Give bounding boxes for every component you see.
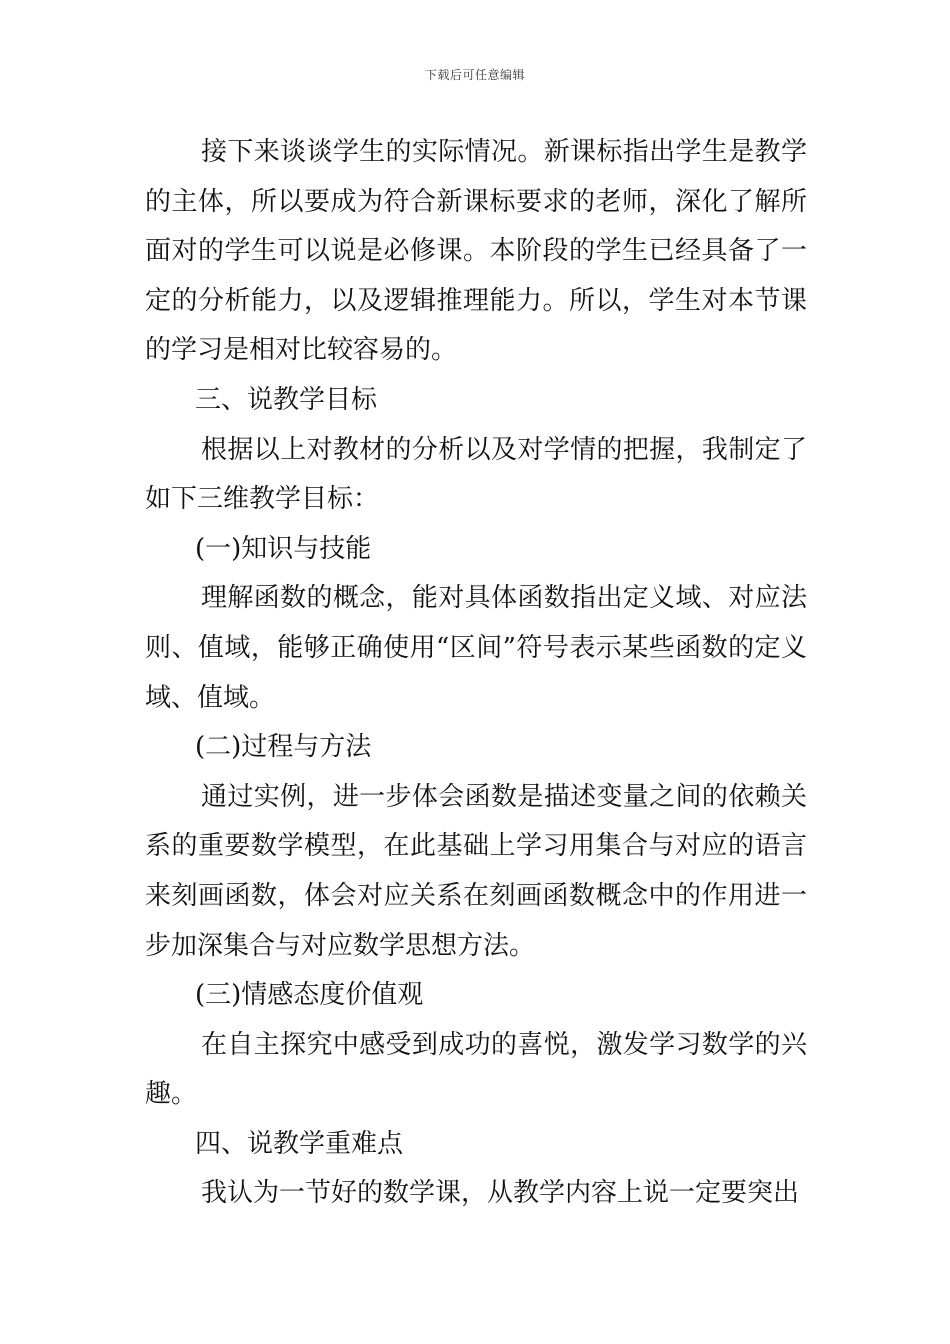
subheading-process-methods: (二)过程与方法	[195, 732, 372, 763]
section-heading-key-difficulties: 四、说教学重难点	[195, 1128, 404, 1159]
paragraph-process-methods: 通过实例，进一步体会函数是描述变量之间的依赖关系的重要数学模型，在此基础上学习用集合与对应的语言来刻画函数，体会对应关系在刻画函数概念中的作用进一步加深集合与对应数学思想方法。	[145, 781, 807, 961]
section-heading-teaching-goals: 三、说教学目标	[195, 384, 378, 415]
paragraph-student-situation: 接下来谈谈学生的实际情况。新课标指出学生是教学的主体，所以要成为符合新课标要求的老师，深化了解所面对的学生可以说是必修课。本阶段的学生已经具备了一定的分析能力，以及逻辑推理能力。所以，学生对本节课的学习是相对比较容易的。	[145, 137, 807, 366]
paragraph-emotion-values: 在自主探究中感受到成功的喜悦，激发学习数学的兴趣。	[145, 1029, 807, 1110]
document-body	[145, 128, 807, 1219]
paragraph-goals-intro: 根据以上对教材的分析以及对学情的把握，我制定了如下三维教学目标：	[145, 434, 807, 515]
subheading-emotion-values: (三)情感态度价值观	[195, 980, 424, 1011]
page-header: 下载后可任意编辑	[424, 68, 525, 82]
paragraph-key-difficulties: 我认为一节好的数学课，从教学内容上说一定要突出	[201, 1178, 800, 1209]
paragraph-knowledge-skills: 理解函数的概念，能对具体函数指出定义域、对应法则、值域，能够正确使用“区间”符号表示某些函数的定义域、值域。	[145, 583, 807, 713]
subheading-knowledge-skills: (一)知识与技能	[195, 533, 372, 564]
